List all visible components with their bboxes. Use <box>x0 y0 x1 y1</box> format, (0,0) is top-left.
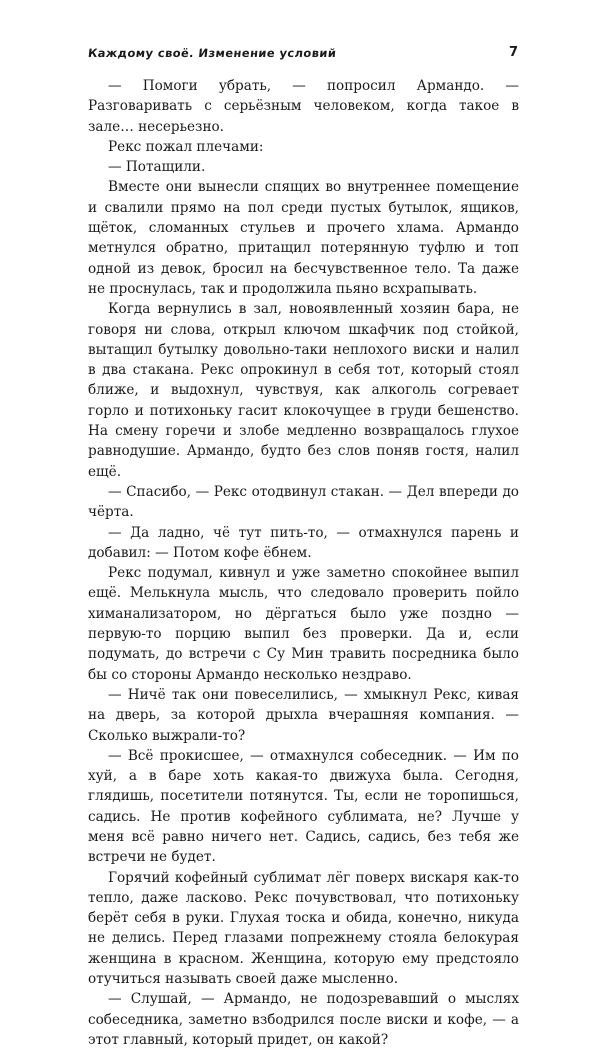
paragraph: Рекс подумал, кивнул и уже заметно спокойнее выпил ещё. Мелькнула мысль, что следовало проверить пойло химанализатором, но дёргаться было уже поздно — первую-то порцию выпил без проверки. Да и, если подумать, до встречи с Су Мин травить посредника было бы со стороны Армандо несколько нездраво. <box>88 565 519 683</box>
page-number: 7 <box>508 45 518 60</box>
paragraph: — Помоги убрать, — попросил Армандо. — Разговаривать с серьёзным человеком, когда такое в зале… несерьезно. <box>88 78 519 135</box>
paragraph: — Слушай, — Армандо, не подозревавший о мыслях собеседника, заметно взбодрился после виски и кофе, — а этот главный, который придет, он какой? <box>88 991 519 1048</box>
page-header <box>88 46 518 66</box>
paragraph: — Ничё так они повеселились, — хмыкнул Рекс, кивая на дверь, за которой дрыхла вчерашняя компания. — Сколько выжрали-то? <box>88 686 519 744</box>
paragraph: — Спасибо, — Рекс отодвинул стакан. — Дел впереди до чёрта. <box>88 483 519 521</box>
running-title: Каждому своё. Изменение условий <box>87 46 338 60</box>
paragraph: Вместе они вынесли спящих во внутреннее помещение и свалили прямо на пол среди пустых бутылок, ящиков, щёток, сломанных стульев и прочего хлама. Армандо метнулся обратно, притащил потерянную туфлю и топ одной из девок, бросил на бесчувственное тело. Та даже не проснулась, так и продолжила пьяно всхрапывать. <box>88 179 519 297</box>
paragraph: — Всё прокисшее, — отмахнулся собеседник. — Им по хуй, а в баре хоть какая-то движуха была. Сегодня, глядишь, посетители потянутся. Ты, если не торопишься, садись. Не против кофейного сублимата, не? Лучше у меня всё равно ничего нет. Садись, садись, без тебя же встречи не будет. <box>88 747 519 866</box>
paragraph: — Да ладно, чё тут пить-то, — отмахнулся парень и добавил: — Потом кофе ёбнем. <box>88 524 519 561</box>
body-text <box>88 76 519 1050</box>
paragraph: — Потащили. <box>108 159 206 176</box>
paragraph: Горячий кофейный сублимат лёг поверх вискаря как-то тепло, даже ласково. Рекс почувствовал, что потихоньку берёт себя в руки. Глухая тоска и обида, конечно, никуда не делись. Перед глазами попрежнему стояла белокурая женщина в красном. Женщина, которую ему предстояло отучиться называть своей даже мысленно. <box>88 869 519 988</box>
paragraph: Когда вернулись в зал, новоявленный хозяин бара, не говоря ни слова, открыл ключом шкафчик под стойкой, вытащил бутылку довольно-таки неплохого виски и налил в два стакана. Рекс опрокинул в себя тот, который стоял ближе, и выдохнул, чувствуя, как алкоголь согревает горло и потихоньку гасит клокочущее в груди бешенство. На смену горечи и злобе медленно возвращалось глухое равнодушие. Армандо, будто без слов поняв гостя, налил ещё. <box>88 301 519 480</box>
paragraph: Рекс пожал плечами: <box>108 138 264 155</box>
